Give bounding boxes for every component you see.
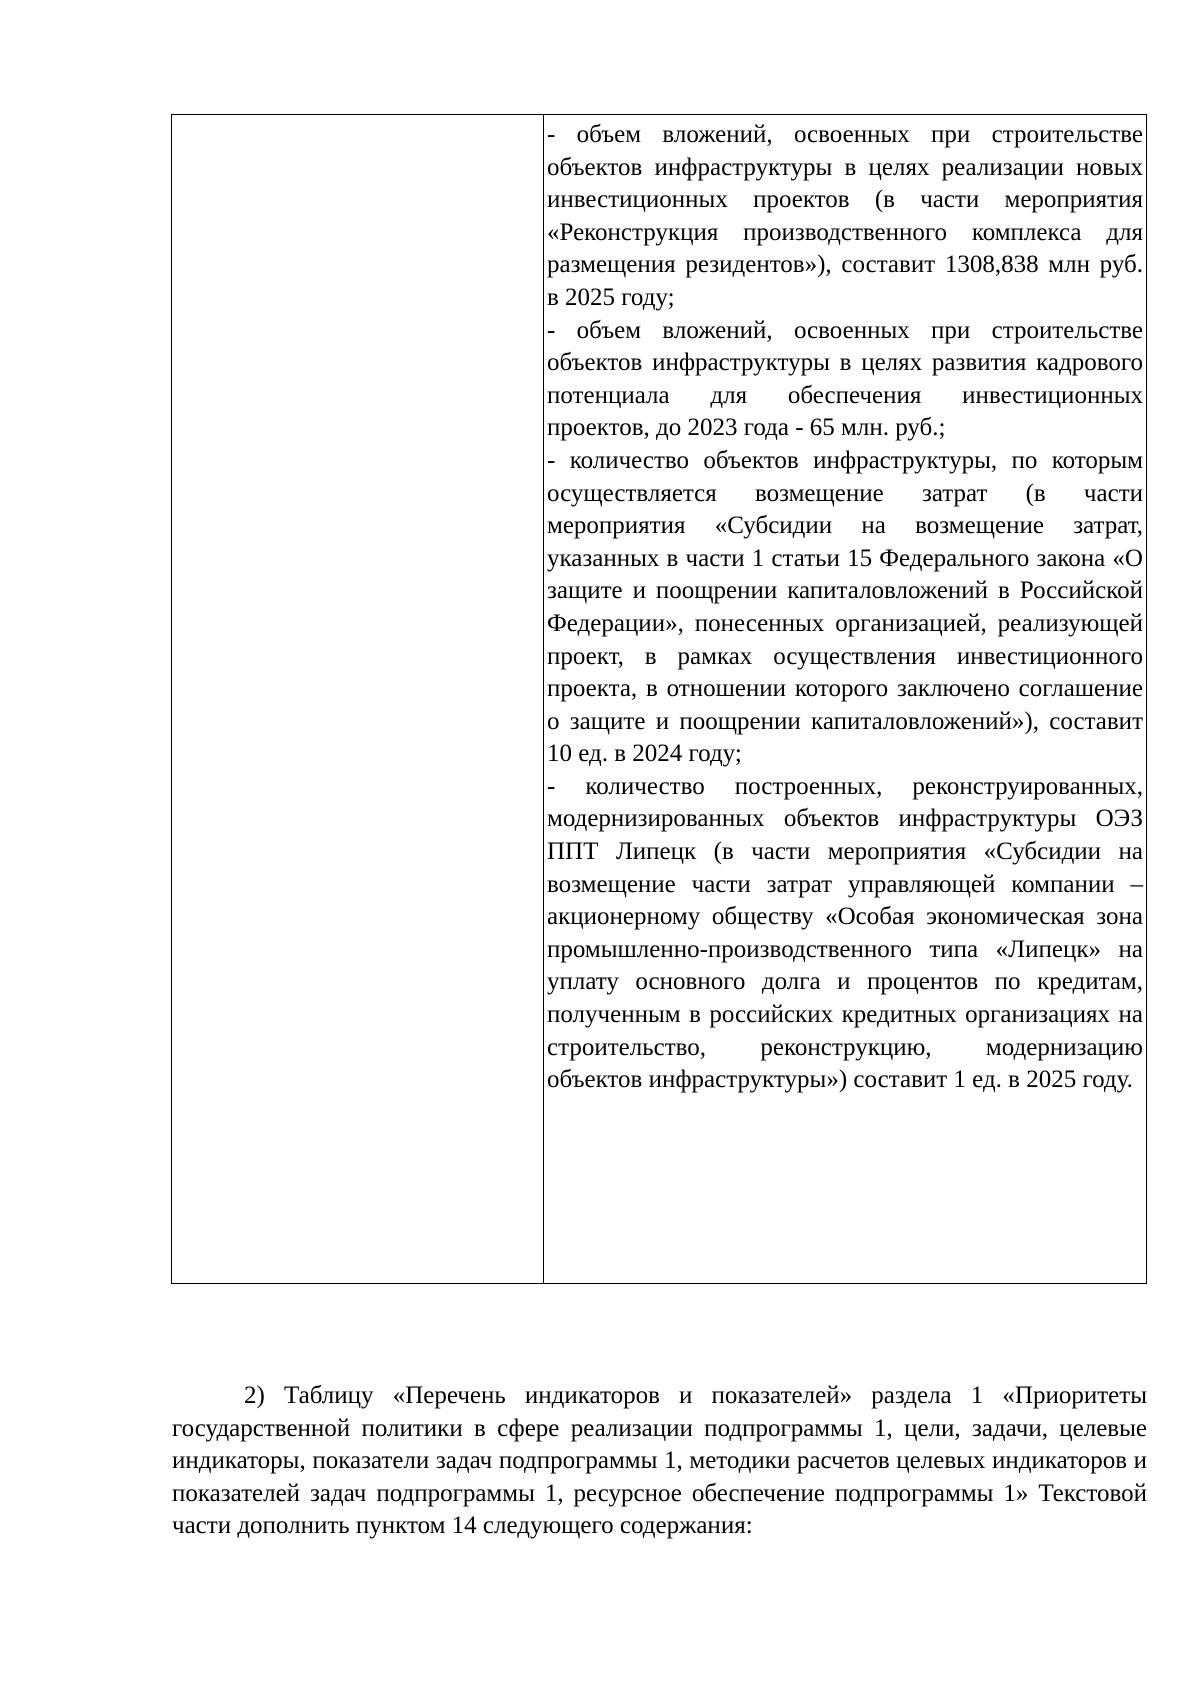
indicator-paragraph-4: - количество построенных, реконструированных, модернизированных объектов инфраструктуры ОЭЗ ППТ Липецк (в части мероприятия «Субсидии на возмещение части затрат управляющей компании – акционерному обществу «Особая экономическая зона промышленно-производственного типа «Липецк» на уплату основного долга и процентов по кредитам, полученным в российских кредитных организациях на строительство, реконструкцию, модернизацию объектов инфраструктуры») составит 1 ед. в 2025 году. [547, 772, 1143, 1094]
table-right-cell [545, 115, 1145, 1097]
indicator-paragraph-2: - объем вложений, освоенных при строительстве объектов инфраструктуры в целях развития кадрового потенциала для обеспечения инвестиционных проектов, до 2023 года - 65 млн. руб.; [547, 316, 1143, 442]
indicator-paragraph-1: - объем вложений, освоенных при строительстве объектов инфраструктуры в целях реализации новых инвестиционных проектов (в части мероприятия «Реконструкция производственного комплекса для размещения резидентов»), составит 1308,838 млн руб. в 2025 году; [547, 121, 1143, 311]
amendment-paragraph: 2) Таблицу «Перечень индикаторов и показателей» раздела 1 «Приоритеты государственной политики в сфере реализации подпрограммы 1, цели, задачи, целевые индикаторы, показатели задач подпрограммы 1, методики расчетов целевых индикаторов и показателей задач подпрограммы 1, ресурсное обеспечение подпрограммы 1» Текстовой части дополнить пунктом 14 следующего содержания: [172, 1382, 1147, 1539]
table-left-cell [172, 115, 544, 1283]
indicator-paragraph-3: - количество объектов инфраструктуры, по которым осуществляется возмещение затрат (в части мероприятия «Субсидии на возмещение затрат, указанных в части 1 статьи 15 Федерального закона «О защите и поощрении капиталовложений в Российской Федерации», понесенных организацией, реализующей проект, в рамках осуществления инвестиционного проекта, в отношении которого заключено соглашение о защите и поощрении капиталовложений»), составит 10 ед. в 2024 году; [547, 446, 1143, 768]
indicators-table [171, 114, 1147, 1284]
